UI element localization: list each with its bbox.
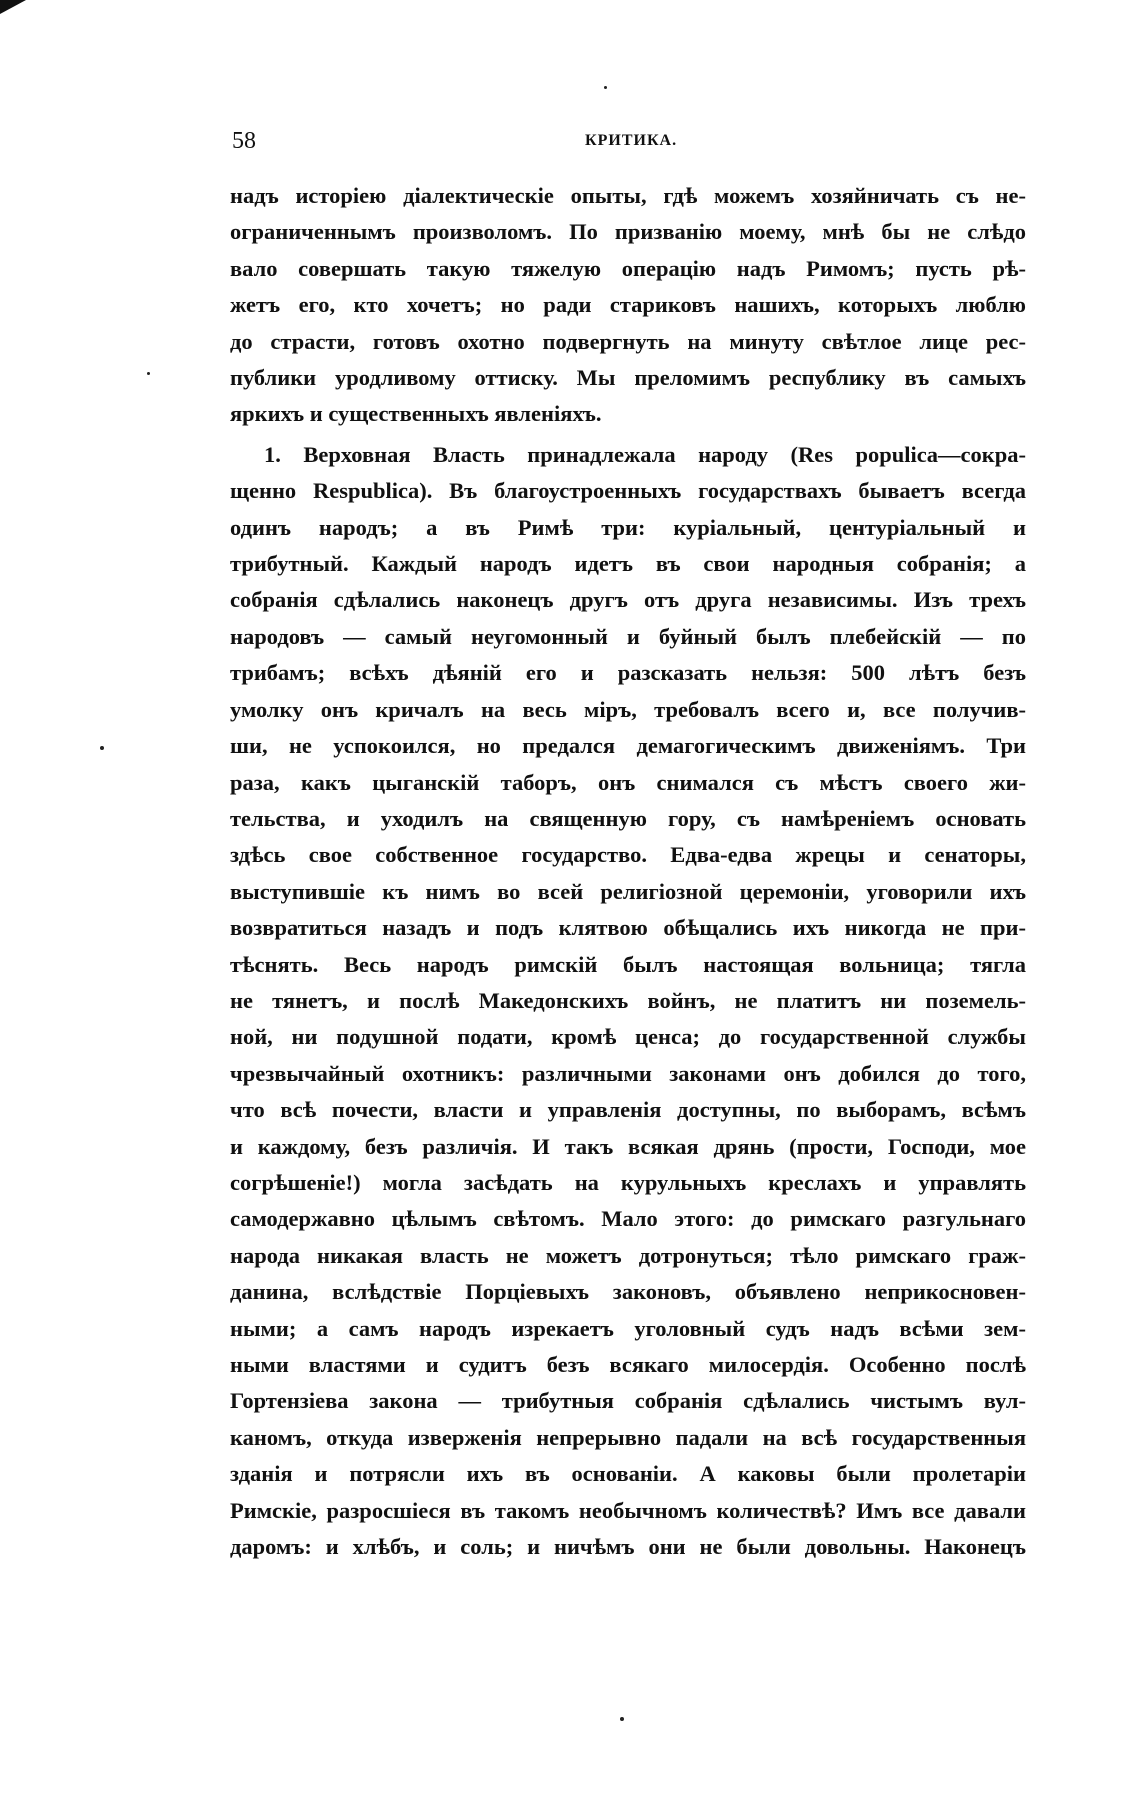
text-line: до страсти, готовъ охотно подвергнуть на минуту свѣтлое лице рес- <box>230 328 1026 354</box>
text-line: 1. Верховная Власть принадлежала народу (Res populica—сокра- <box>264 441 1026 467</box>
text-line: возвратиться назадъ и подъ клятвою обѣщались ихъ никогда не при- <box>230 915 1026 941</box>
text-line: тельства, и уходилъ на священную гору, съ намѣреніемъ основать <box>230 805 1026 831</box>
text-line: каномъ, откуда изверженія непрерывно падали на всѣ государственныя <box>230 1424 1026 1450</box>
text-line: надъ исторіею діалектическіе опыты, гдѣ можемъ хозяйничать съ не- <box>230 183 1026 208</box>
text-line: трибамъ; всѣхъ дѣяній его и разсказать нельзя: 500 лѣтъ безъ <box>230 660 1026 686</box>
text-line: жетъ его, кто хочетъ; но ради стариковъ нашихъ, которыхъ люблю <box>230 292 1026 318</box>
paragraph-1 <box>230 178 1026 433</box>
text-line: данина, вслѣдствіе Порціевыхъ законовъ, объявлено неприкосновен- <box>230 1279 1026 1305</box>
text-line: народовъ — самый неугомонный и буйный былъ плебейскій — по <box>230 623 1026 649</box>
text-line: вало совершать такую тяжелую операцію надъ Римомъ; пусть рѣ- <box>230 255 1026 281</box>
text-line: тѣснять. Весь народъ римскій былъ настоящая вольница; тягла <box>230 951 1026 977</box>
text-line: здѣсь свое собственное государство. Едва-едва жрецы и сенаторы, <box>230 842 1026 868</box>
page-header <box>230 128 1026 168</box>
text-line: и каждому, безъ различія. И такъ всякая дрянь (прости, Господи, мое <box>230 1133 1026 1159</box>
text-line: умолку онъ кричалъ на весь міръ, требовалъ всего и, все получив- <box>230 696 1026 722</box>
text-line: чрезвычайный охотникъ: различными законами онъ добился до того, <box>230 1060 1026 1086</box>
scan-speck <box>100 746 104 750</box>
text-line: публики уродливому оттиску. Мы преломимъ республику въ самыхъ <box>230 365 1026 391</box>
text-line: ши, не успокоился, но предался демагогическимъ движеніямъ. Три <box>230 733 1026 759</box>
text-line: ограниченнымъ произволомъ. По призванію моему, мнѣ бы не слѣдо <box>230 219 1026 245</box>
text-line: раза, какъ цыганскій таборъ, онъ снимался съ мѣстъ своего жи- <box>230 769 1026 795</box>
body-text <box>230 178 1026 1565</box>
paragraph-2 <box>230 437 1026 1566</box>
scan-corner-mark <box>0 0 26 14</box>
text-line: собранія сдѣлались наконецъ другъ отъ друга независимы. Изъ трехъ <box>230 587 1026 613</box>
text-line: даромъ: и хлѣбъ, и соль; и ничѣмъ они не были довольны. Наконецъ <box>230 1534 1026 1560</box>
text-line: не тянетъ, и послѣ Македонскихъ войнъ, не платитъ ни поземель- <box>230 987 1026 1013</box>
text-line: зданія и потрясли ихъ въ основаніи. А каковы были пролетаріи <box>230 1461 1026 1487</box>
book-page <box>230 128 1026 1565</box>
text-line: ной, ни подушной подати, кромѣ ценса; до государственной службы <box>230 1024 1026 1050</box>
page-number: 58 <box>232 128 256 154</box>
text-line: Римскіе, разросшіеся въ такомъ необычномъ количествѣ? Имъ все давали <box>230 1497 1026 1523</box>
scan-speck <box>604 86 607 89</box>
text-line: яркихъ и существенныхъ явленіяхъ. <box>230 401 602 427</box>
scan-speck <box>620 1717 624 1721</box>
text-line: трибутный. Каждый народъ идетъ въ свои народныя собранія; а <box>230 551 1026 577</box>
text-line: ными властями и судитъ безъ всякаго милосердія. Особенно послѣ <box>230 1352 1026 1377</box>
scan-speck <box>147 372 150 375</box>
text-line: одинъ народъ; а въ Римѣ три: куріальный, центуріальный и <box>230 514 1026 540</box>
text-line: что всѣ почести, власти и управленія доступны, по выборамъ, всѣмъ <box>230 1097 1026 1123</box>
text-line: народа никакая власть не можетъ дотронуться; тѣло римскаго граж- <box>230 1242 1026 1268</box>
text-line: выступившіе къ нимъ во всей религіозной церемоніи, уговорили ихъ <box>230 878 1026 904</box>
text-line: Гортензіева закона — трибутныя собранія сдѣлались чистымъ вул- <box>230 1388 1026 1414</box>
text-line: ными; а самъ народъ изрекаетъ уголовный судъ надъ всѣми зем- <box>230 1315 1026 1341</box>
text-line: согрѣшеніе!) могла засѣдать на курульныхъ креслахъ и управлять <box>230 1169 1026 1195</box>
running-head: КРИТИКА. <box>585 132 678 149</box>
text-line: щенно Respublica). Въ благоустроенныхъ государствахъ бываетъ всегда <box>230 478 1026 504</box>
text-line: самодержавно цѣлымъ свѣтомъ. Мало этого: до римскаго разгульнаго <box>230 1206 1026 1232</box>
